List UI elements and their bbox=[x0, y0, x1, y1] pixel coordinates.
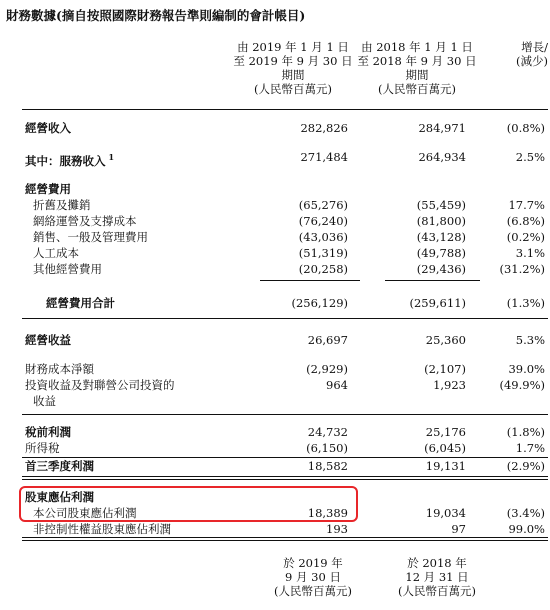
header-2019-line4: (人民幣百萬元) bbox=[254, 82, 332, 96]
value-2019: 271,484 bbox=[300, 150, 348, 164]
value-2018: (43,128) bbox=[416, 230, 466, 244]
section-divider bbox=[22, 318, 548, 319]
value-change: (1.3%) bbox=[506, 296, 545, 310]
value-change: (6.8%) bbox=[506, 214, 545, 228]
table-row-pretax-profit bbox=[0, 425, 550, 440]
table-row-operating-expenses bbox=[0, 182, 550, 197]
value-change: 1.7% bbox=[515, 441, 545, 455]
footer-2019-line1: 於 2019 年 bbox=[283, 556, 343, 570]
header-change-line1: 增長/ bbox=[521, 40, 548, 54]
value-change: (31.2%) bbox=[499, 262, 545, 276]
value-2019: 282,826 bbox=[300, 121, 348, 135]
value-2019: (256,129) bbox=[291, 296, 348, 310]
table-row-network bbox=[0, 214, 550, 229]
row-label: 銷售、一般及管理費用 bbox=[33, 230, 148, 244]
value-2019: 18,389 bbox=[307, 506, 348, 520]
footer-2019-line2: 9 月 30 日 bbox=[285, 570, 341, 584]
row-label: 稅前利潤 bbox=[25, 425, 71, 439]
table-row-q3-profit bbox=[0, 459, 550, 474]
table-row-operating-income bbox=[0, 333, 550, 348]
value-2018: (81,800) bbox=[416, 214, 466, 228]
value-2018: 25,176 bbox=[425, 425, 466, 439]
header-2019-line3: 期間 bbox=[281, 68, 305, 82]
value-change: (49.9%) bbox=[499, 378, 545, 392]
footer-2019-line3: (人民幣百萬元) bbox=[274, 584, 352, 598]
footer-date-2018 bbox=[372, 556, 502, 598]
value-2019: 193 bbox=[326, 522, 348, 536]
row-label: 非控制性權益股東應佔利潤 bbox=[33, 522, 171, 536]
row-label: 股東應佔利潤 bbox=[25, 490, 94, 504]
value-2019: 26,697 bbox=[307, 333, 348, 347]
header-2018-line3: 期間 bbox=[405, 68, 429, 82]
table-row-income-tax bbox=[0, 441, 550, 456]
table-row-selling bbox=[0, 230, 550, 245]
row-label: 財務成本淨額 bbox=[25, 362, 94, 376]
value-2019: (43,036) bbox=[298, 230, 348, 244]
value-2018: 19,034 bbox=[425, 506, 466, 520]
row-label: 人工成本 bbox=[33, 246, 79, 260]
value-2019: 24,732 bbox=[307, 425, 348, 439]
value-2019: (2,929) bbox=[306, 362, 348, 376]
double-divider bbox=[22, 537, 548, 541]
header-2018-line2: 至 2018 年 9 月 30 日 bbox=[357, 54, 477, 68]
value-2018: (6,045) bbox=[424, 441, 466, 455]
row-label: 折舊及攤銷 bbox=[33, 198, 91, 212]
value-2018: 264,934 bbox=[418, 150, 466, 164]
header-period-2018 bbox=[352, 40, 482, 96]
header-change bbox=[478, 40, 548, 68]
footer-2018-line3: (人民幣百萬元) bbox=[398, 584, 476, 598]
row-label bbox=[25, 150, 114, 169]
row-label: 經營收入 bbox=[25, 121, 71, 135]
value-2019: (20,258) bbox=[298, 262, 348, 276]
table-row-depreciation bbox=[0, 198, 550, 213]
table-row-operating-revenue bbox=[0, 121, 550, 136]
section-divider bbox=[22, 414, 548, 415]
row-label: 所得稅 bbox=[25, 441, 60, 455]
value-2018: 97 bbox=[451, 522, 466, 536]
table-row-labor bbox=[0, 246, 550, 261]
header-change-line2: (減少) bbox=[516, 54, 548, 68]
value-2018: 19,131 bbox=[425, 459, 466, 473]
row-label: 經營費用合計 bbox=[46, 296, 115, 310]
value-2019: (51,319) bbox=[298, 246, 348, 260]
subtotal-line-2019 bbox=[260, 280, 360, 281]
value-2019: 964 bbox=[326, 378, 348, 392]
header-2019-line1: 由 2019 年 1 月 1 日 bbox=[237, 40, 349, 54]
table-row-other-expenses bbox=[0, 262, 550, 277]
highlight-box bbox=[19, 486, 358, 522]
footer-2018-line2: 12 月 31 日 bbox=[405, 570, 469, 584]
value-change: 2.5% bbox=[515, 150, 545, 164]
value-2018: 25,360 bbox=[425, 333, 466, 347]
value-change: (2.9%) bbox=[506, 459, 545, 473]
row-label: 其他經營費用 bbox=[33, 262, 102, 276]
row-label-continued: 收益 bbox=[33, 394, 56, 408]
value-2019: 18,582 bbox=[307, 459, 348, 473]
value-2018: (259,611) bbox=[409, 296, 466, 310]
section-divider bbox=[22, 457, 548, 458]
row-label: 首三季度利潤 bbox=[25, 459, 94, 473]
table-row-investment-income bbox=[0, 378, 550, 393]
value-2018: (2,107) bbox=[424, 362, 466, 376]
row-label: 經營收益 bbox=[25, 333, 71, 347]
footnote-marker: 1 bbox=[108, 152, 115, 162]
header-2018-line1: 由 2018 年 1 月 1 日 bbox=[361, 40, 473, 54]
table-row-investment-income-cont bbox=[0, 394, 550, 409]
value-change: (1.8%) bbox=[506, 425, 545, 439]
footer-2018-line1: 於 2018 年 bbox=[407, 556, 467, 570]
header-divider bbox=[22, 109, 548, 110]
value-change: (3.4%) bbox=[506, 506, 545, 520]
value-change: 5.3% bbox=[515, 333, 545, 347]
value-change: 17.7% bbox=[508, 198, 545, 212]
row-label-text: 其中：服務收入 bbox=[25, 153, 106, 168]
value-2019: (65,276) bbox=[298, 198, 348, 212]
value-change: (0.2%) bbox=[506, 230, 545, 244]
header-2018-line4: (人民幣百萬元) bbox=[378, 82, 456, 96]
value-2019: (76,240) bbox=[298, 214, 348, 228]
page-title: 財務數據(摘自按照國際財務報告準則編制的會計帳目) bbox=[6, 8, 306, 23]
header-period-2019 bbox=[228, 40, 358, 96]
subtotal-line-2018 bbox=[385, 280, 480, 281]
double-divider bbox=[22, 476, 548, 480]
value-change: 3.1% bbox=[515, 246, 545, 260]
table-row-service-revenue bbox=[0, 150, 550, 168]
header-2019-line2: 至 2019 年 9 月 30 日 bbox=[233, 54, 353, 68]
row-label: 網絡運營及支撐成本 bbox=[33, 214, 137, 228]
value-change: 99.0% bbox=[508, 522, 545, 536]
value-change: 39.0% bbox=[508, 362, 545, 376]
value-2019: (6,150) bbox=[306, 441, 348, 455]
row-label: 投資收益及對聯營公司投資的 bbox=[25, 378, 175, 392]
value-2018: (55,459) bbox=[416, 198, 466, 212]
value-2018: (49,788) bbox=[416, 246, 466, 260]
row-label: 本公司股東應佔利潤 bbox=[33, 506, 137, 520]
row-label: 經營費用 bbox=[25, 182, 71, 196]
table-row-total-expenses bbox=[0, 296, 550, 311]
value-2018: (29,436) bbox=[416, 262, 466, 276]
table-row-finance-costs bbox=[0, 362, 550, 377]
footer-date-2019 bbox=[248, 556, 378, 598]
table-row-noncontrolling bbox=[0, 522, 550, 537]
value-change: (0.8%) bbox=[506, 121, 545, 135]
value-2018: 284,971 bbox=[418, 121, 466, 135]
value-2018: 1,923 bbox=[433, 378, 466, 392]
